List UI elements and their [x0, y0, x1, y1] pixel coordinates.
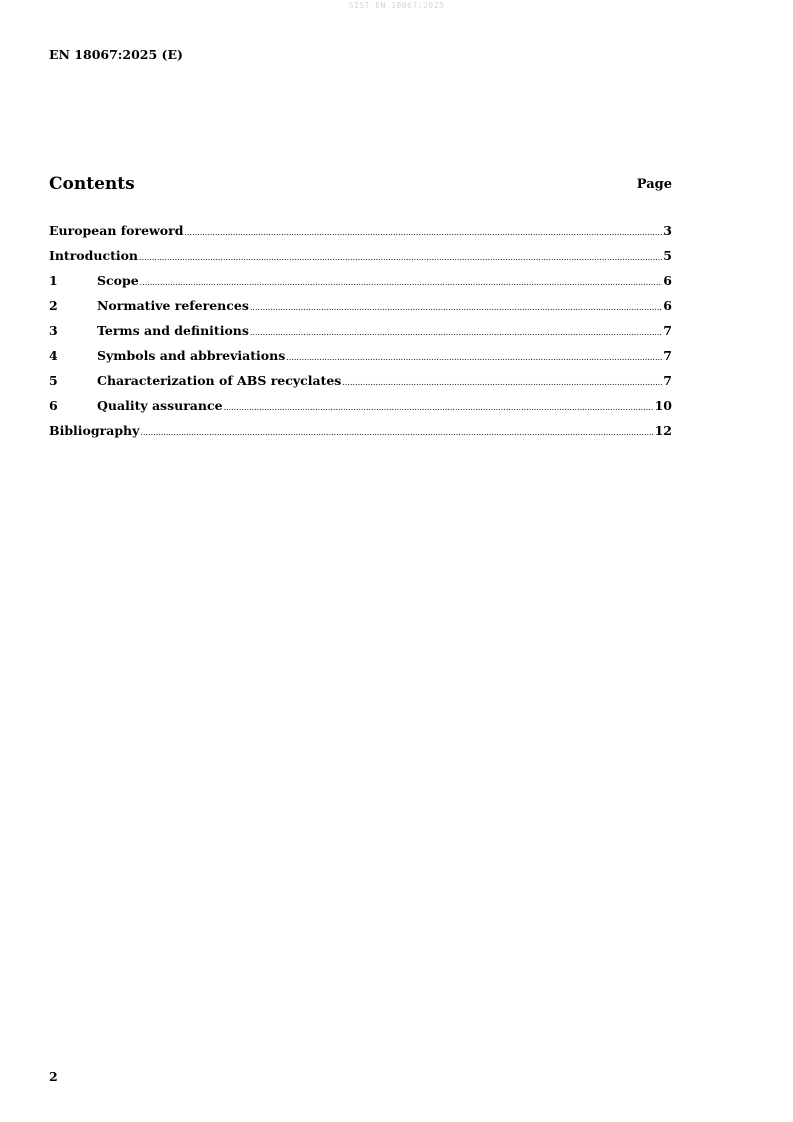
toc-entry-terms-and-definitions[interactable]	[49, 323, 672, 348]
toc-entry-scope[interactable]	[49, 273, 672, 298]
toc-entry-page: 6	[663, 273, 672, 288]
toc-entry-title: European foreword	[49, 223, 184, 238]
page-column-label: Page	[636, 177, 672, 192]
toc-entry-number: 1	[49, 273, 58, 288]
toc-entry-title: Symbols and abbreviations	[97, 348, 286, 363]
toc-entry-title: Normative references	[97, 298, 249, 313]
dot-leader	[139, 253, 662, 262]
watermark: SIST EN 18067:2025	[348, 1, 445, 10]
toc-entry-bibliography[interactable]	[49, 423, 672, 448]
toc-entry-number: 2	[49, 298, 58, 313]
toc-entry-title: Bibliography	[49, 423, 140, 438]
toc-entry-page: 6	[663, 298, 672, 313]
toc-entry-quality-assurance[interactable]	[49, 398, 672, 423]
toc-entry-symbols-and-abbreviations[interactable]	[49, 348, 672, 373]
toc-entry-title: Terms and definitions	[97, 323, 249, 338]
dot-leader	[184, 228, 662, 237]
toc-entry-page: 3	[663, 223, 672, 238]
toc-entry-page: 5	[663, 248, 672, 263]
dot-leader	[140, 278, 663, 287]
toc-entry-number: 6	[49, 398, 58, 413]
toc-entry-normative-references[interactable]	[49, 298, 672, 323]
toc-entry-number: 3	[49, 323, 58, 338]
dot-leader	[286, 353, 662, 362]
dot-leader	[250, 328, 662, 337]
toc-entry-page: 12	[654, 423, 672, 438]
page-number: 2	[49, 1069, 58, 1084]
contents-heading: Contents	[49, 174, 135, 194]
toc-entry-number: 4	[49, 348, 58, 363]
toc-entry-characterization[interactable]	[49, 373, 672, 398]
toc-entry-title: Characterization of ABS recyclates	[97, 373, 342, 388]
toc-entry-page: 10	[654, 398, 672, 413]
toc-entry-introduction[interactable]	[49, 248, 672, 273]
toc-entry-page: 7	[663, 323, 672, 338]
document-id: EN 18067:2025 (E)	[49, 47, 183, 62]
toc-entry-title: Scope	[97, 273, 139, 288]
toc-entry-title: Quality assurance	[97, 398, 223, 413]
dot-leader	[250, 303, 662, 312]
toc-entry-page: 7	[663, 373, 672, 388]
dot-leader	[140, 428, 653, 437]
toc-entry-european-foreword[interactable]	[49, 223, 672, 248]
table-of-contents	[49, 223, 672, 448]
toc-entry-title: Introduction	[49, 248, 139, 263]
toc-entry-number: 5	[49, 373, 58, 388]
dot-leader	[224, 403, 654, 412]
toc-entry-page: 7	[663, 348, 672, 363]
dot-leader	[342, 378, 662, 387]
